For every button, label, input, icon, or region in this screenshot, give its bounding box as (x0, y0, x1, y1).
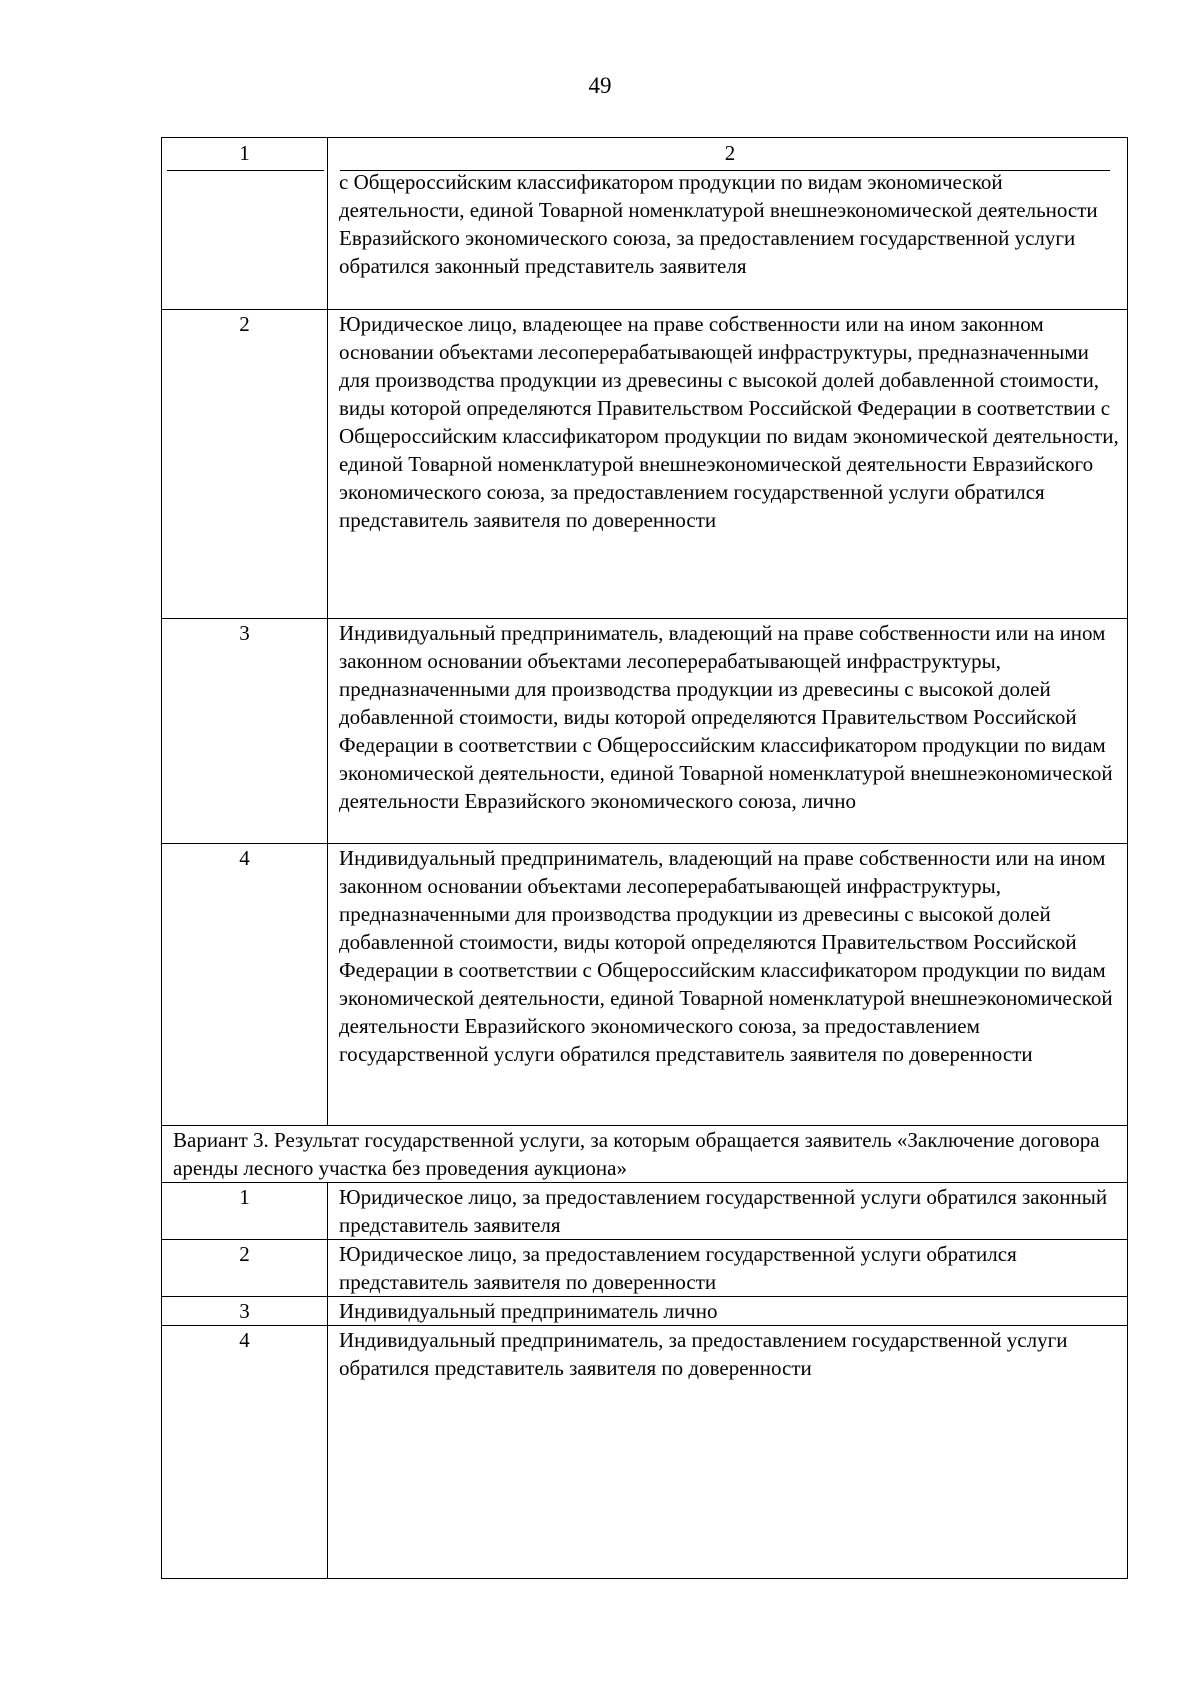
table-row (162, 844, 1128, 1126)
row-number: 3 (162, 1297, 328, 1326)
column-header-number: 1 (162, 138, 328, 169)
table-row (162, 168, 1128, 310)
row-text: Юридическое лицо, владеющее на праве собственности или на ином законном основании объектами лесоперерабатывающей инфраструктуры, предназначенными для производства продукции из древесины с высокой долей добавленной стоимости, виды которой определяются Правительством Российской Федерации в соответствии с Общероссийским классификатором продукции по видам экономической деятельности, единой Товарной номенклатурой внешнеэкономической деятельности Евразийского экономического союза, за предоставлением государственной услуги обратился представитель заявителя по доверенности (328, 310, 1128, 619)
variant-heading-row (162, 1126, 1128, 1183)
row-text: Индивидуальный предприниматель лично (328, 1297, 1128, 1326)
row-text: Индивидуальный предприниматель, за предоставлением государственной услуги обратился представитель заявителя по доверенности (328, 1326, 1128, 1579)
row-number: 2 (162, 310, 328, 619)
table-row (162, 619, 1128, 844)
applicant-variants-table (161, 137, 1128, 1579)
variant-heading: Вариант 3. Результат государственной услуги, за которым обращается заявитель «Заключение договора аренды лесного участка без проведения аукциона» (162, 1126, 1128, 1183)
row-text: Юридическое лицо, за предоставлением государственной услуги обратился законный представитель заявителя (328, 1183, 1128, 1240)
table-row (162, 1297, 1128, 1326)
table-row (162, 1240, 1128, 1297)
row-number: 4 (162, 1326, 328, 1579)
header-underline-right (340, 170, 1110, 171)
page-number: 49 (588, 73, 612, 98)
table-row (162, 1183, 1128, 1240)
row-number: 4 (162, 844, 328, 1126)
row-text: Индивидуальный предприниматель, владеющий на праве собственности или на ином законном основании объектами лесоперерабатывающей инфраструктуры, предназначенными для производства продукции из древесины с высокой долей добавленной стоимости, виды которой определяются Правительством Российской Федерации в соответствии с Общероссийским классификатором продукции по видам экономической деятельности, единой Товарной номенклатурой внешнеэкономической деятельности Евразийского экономического союза, лично (328, 619, 1128, 844)
column-header-description: 2 (328, 138, 1128, 169)
header-underline-left (167, 170, 324, 171)
row-text: с Общероссийским классификатором продукции по видам экономической деятельности, единой Товарной номенклатурой внешнеэкономической деятельности Евразийского экономического союза, за предоставлением государственной услуги обратился законный представитель заявителя (328, 168, 1128, 310)
row-number: 3 (162, 619, 328, 844)
table-row (162, 310, 1128, 619)
row-number: 1 (162, 1183, 328, 1240)
row-number: 2 (162, 1240, 328, 1297)
table-header-row (162, 138, 1128, 169)
row-text: Юридическое лицо, за предоставлением государственной услуги обратился представитель заявителя по доверенности (328, 1240, 1128, 1297)
row-text: Индивидуальный предприниматель, владеющий на праве собственности или на ином законном основании объектами лесоперерабатывающей инфраструктуры, предназначенными для производства продукции из древесины с высокой долей добавленной стоимости, виды которой определяются Правительством Российской Федерации в соответствии с Общероссийским классификатором продукции по видам экономической деятельности, единой Товарной номенклатурой внешнеэкономической деятельности Евразийского экономического союза, за предоставлением государственной услуги обратился представитель заявителя по доверенности (328, 844, 1128, 1126)
table-row (162, 1326, 1128, 1579)
row-number (162, 168, 328, 310)
